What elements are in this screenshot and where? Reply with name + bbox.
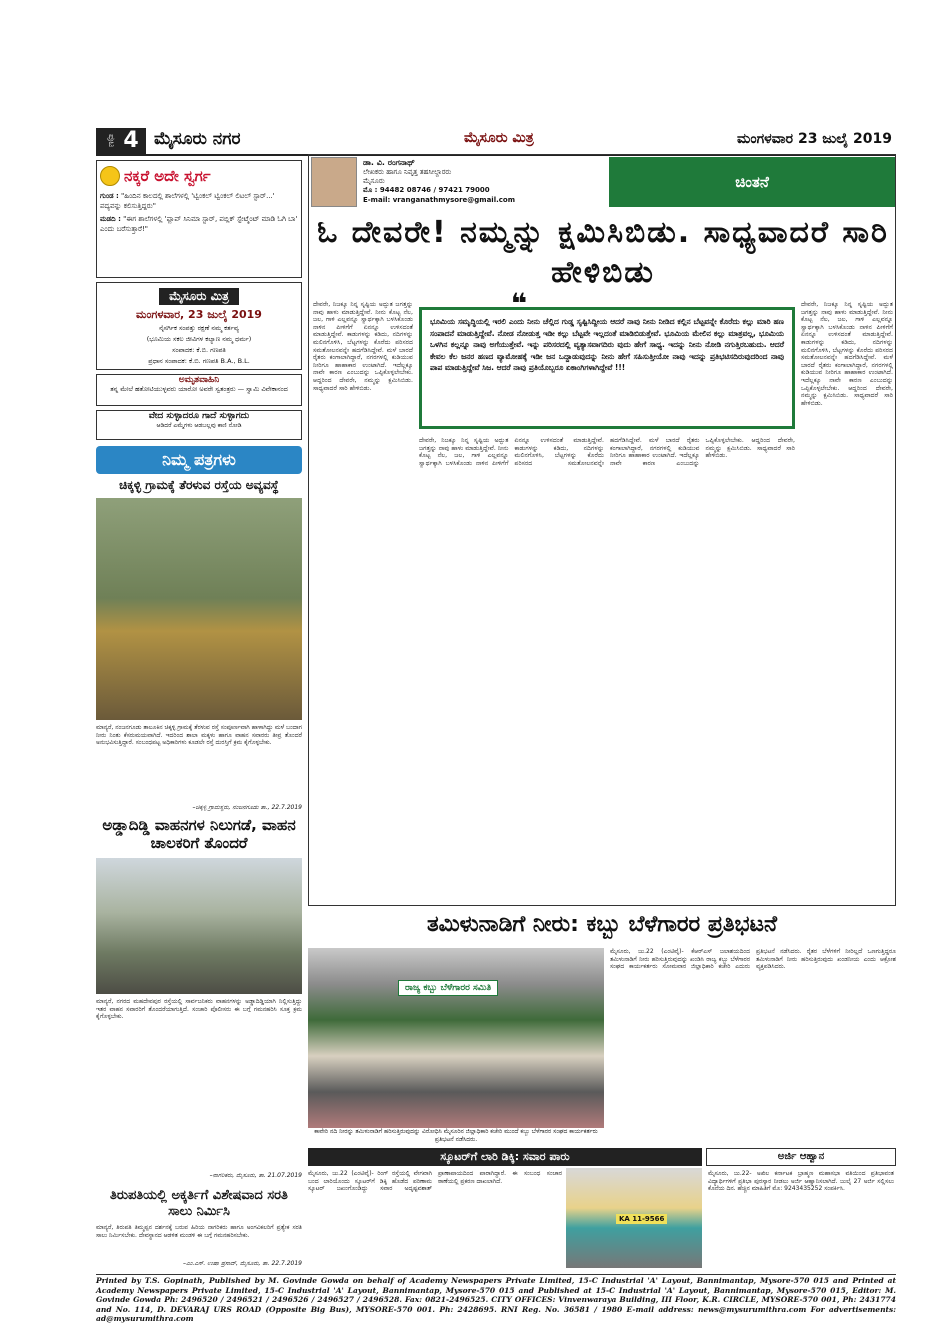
joke-line-1: ಗುಂಡ : "ಹಿಂದಿನ ಕಾಲದಲ್ಲಿ ಶಾಲೆಗಳಲ್ಲಿ 'ಟ್ವಿಂಕಲ್ ಟ್ವಿಂಕಲ್ ಲಿಟಲ್ ಸ್ಟಾರ್...' ಪದ್ಯವನ್ನು ಕಲಿಸುತ್ತಿದ್ದರು" xyxy=(100,192,275,210)
amrita-title: ಅಮೃತವಾಹಿನಿ xyxy=(178,375,220,385)
tamil-news xyxy=(308,910,896,1272)
mini-pub-editor: ಪ್ರಧಾನ ಸಂಪಾದಕ: ಕೆ.ಬಿ. ಗಣಪತಿ B.A., B.L. xyxy=(148,357,250,365)
letter-1-text: ಮಾನ್ಯರೆ, ನಂಜನಗೂಡು ತಾಲೂಕಿನ ಚಿಕ್ಕಳ್ಳಿ ಗ್ರಾಮಕ್ಕೆ ತೆರಳುವ ರಸ್ತೆ ಸಂಪೂರ್ಣವಾಗಿ ಹಾಳಾಗಿದ್ದು ಮಳೆ ಬಂದಾಗ ನೀರು ನಿಂತು ಕೆಸರುಮಯವಾಗಿದೆ. ಇದರಿಂದ ಶಾಲಾ ಮಕ್ಕಳು ಹಾಗೂ ವಾಹನ ಸವಾರರು ತೀವ್ರ ತೊಂದರೆ ಅನುಭವಿಸುತ್ತಿದ್ದಾರೆ. ಸಂಬಂಧಪಟ್ಟ ಅಧಿಕಾರಿಗಳು ಕೂಡಲೇ ರಸ್ತೆ ದುರಸ್ತಿಗೆ ಕ್ರಮ ಕೈಗೊಳ್ಳಬೇಕು. xyxy=(96,724,302,747)
joke-title: ನಕ್ಕರೆ ಅದೇ ಸ್ವರ್ಗ xyxy=(124,167,211,185)
author-email: E-mail: vranganathmysore@gmail.com xyxy=(363,196,516,204)
letter-1-headline: ಚಿಕ್ಕಳ್ಳಿ ಗ್ರಾಮಕ್ಕೆ ತೆರಳುವ ರಸ್ತೆಯ ಅವ್ಯವಸ್ಥೆ xyxy=(119,478,279,492)
joke-box xyxy=(96,160,302,278)
protest-caption: ಕಾವೇರಿ ನದಿ ನೀರನ್ನು ತಮಿಳುನಾಡಿಗೆ ಹರಿಸುತ್ತಿರುವುದನ್ನು ವಿರೋಧಿಸಿ ಮೈಸೂರಿನ ಜಿಲ್ಲಾಧಿಕಾರಿ ಕಚೇರಿ ಮುಂದೆ ಕಬ್ಬು ಬೆಳೆಗಾರರ ಸಂಘದ ಕಾರ್ಯಕರ್ತರು ಪ್ರತಿಭಟನೆ ನಡೆಸಿದರು. xyxy=(314,1128,598,1143)
letter-3-text: ಮಾನ್ಯರೆ, ತಿರುಪತಿ ತಿಮ್ಮಪ್ಪನ ದರ್ಶನಕ್ಕೆ ಬರುವ ಹಿರಿಯ ನಾಗರಿಕರು ಹಾಗೂ ಅಂಗವಿಕಲರಿಗೆ ಪ್ರತ್ಯೇಕ ಸರತಿ ಸಾಲು ನಿರ್ಮಿಸಬೇಕು. ದೇವಸ್ಥಾನದ ಆಡಳಿತ ಮಂಡಳಿ ಈ ಬಗ್ಗೆ ಗಮನಹರಿಸಬೇಕು. xyxy=(96,1224,302,1239)
issue-date: ಮಂಗಳವಾರ 23 ಜುಲೈ 2019 xyxy=(737,131,892,147)
masthead: ಮೈಸೂರು ಮಿತ್ರ xyxy=(464,130,534,146)
protest-photo xyxy=(308,948,604,1128)
page-number: 4 xyxy=(116,128,146,154)
scooter-lorry-photo xyxy=(566,1168,702,1268)
tamil-news-body: ಮೈಸೂರು, ಜು.22 (ಎಂಟಿವೈ)- ಕೆಆರ್‌ಎಸ್ ಜಲಾಶಯದಿಂದ ತಮಿಳುನಾಡಿಗೆ ನೀರು ಹರಿಸುತ್ತಿರುವುದನ್ನು ಖಂಡಿಸಿ ರಾಜ್ಯ ಕಬ್ಬು ಬೆಳೆಗಾರರ ಸಂಘದ ಕಾರ್ಯಕರ್ತರು ಸೋಮವಾರ ಜಿಲ್ಲಾಧಿಕಾರಿ ಕಚೇರಿ ಎದುರು ಪ್ರತಿಭಟನೆ ನಡೆಸಿದರು. ರೈತರ ಬೆಳೆಗಳಿಗೆ ನೀರಿಲ್ಲದೆ ಒಣಗುತ್ತಿದ್ದರೂ ತಮಿಳುನಾಡಿಗೆ ನೀರು ಹರಿಸುತ್ತಿರುವುದು ಖಂಡನೀಯ ಎಂದು ಆಕ್ರೋಶ ವ್ಯಕ್ತಪಡಿಸಿದರು. xyxy=(610,948,896,971)
mini-masthead: ಮೈಸೂರು ಮಿತ್ರ xyxy=(159,288,239,305)
notice-body: ಮೈಸೂರು, ಜು.22- ಅಖಿಲ ಕರ್ನಾಟಕ ಬ್ರಾಹ್ಮಣ ಮಹಾಸಭಾ ವತಿಯಿಂದ ಪ್ರತಿಭಾವಂತ ವಿದ್ಯಾರ್ಥಿಗಳಿಗೆ ಪ್ರತಿಭಾ ಪುರಸ್ಕಾರ ನೀಡಲು ಅರ್ಜಿ ಆಹ್ವಾನಿಸಲಾಗಿದೆ. ಜುಲೈ 27 ಅರ್ಜಿ ಸಲ್ಲಿಸಲು ಕೊನೆಯ ದಿನ. ಹೆಚ್ಚಿನ ಮಾಹಿತಿಗೆ ಮೊ: 9243435252 ಸಂಪರ್ಕಿಸಿ. xyxy=(708,1170,894,1193)
letter-2-headline: ಅಡ್ಡಾದಿಡ್ಡಿ ವಾಹನಗಳ ನಿಲುಗಡೆ, ವಾಹನ ಚಾಲಕರಿಗೆ ತೊಂದರೆ xyxy=(102,816,296,852)
main-article xyxy=(308,154,896,906)
author-photo xyxy=(311,157,357,207)
letters-header: ನಿಮ್ಮ ಪತ್ರಗಳು xyxy=(96,446,302,474)
number-plate: KA 11-9566 xyxy=(616,1214,667,1224)
notice-headline: ಅರ್ಜಿ ಆಹ್ವಾನ xyxy=(706,1148,896,1166)
section-title: ಮೈಸೂರು ನಗರ xyxy=(154,129,241,149)
article-title: ಓ ದೇವರೇ! ನಮ್ಮನ್ನು ಕ್ಷಮಿಸಿಬಿಡು. ಸಾಧ್ಯವಾದರೆ ಸಾರಿ ಹೇಳಿಬಿಡು xyxy=(317,215,889,290)
letter-2-signature: –ನಾಗರಿಕರು, ಮೈಸೂರು, ತಾ. 21.07.2019 xyxy=(209,1172,302,1179)
letter-2-text: ಮಾನ್ಯರೆ, ನಗರದ ಮಹದೇವಪುರ ರಸ್ತೆಯಲ್ಲಿ ಸಾರ್ವಜನಿಕರು ವಾಹನಗಳನ್ನು ಅಡ್ಡಾದಿಡ್ಡಿಯಾಗಿ ನಿಲ್ಲಿಸುತ್ತಿದ್ದು ಇತರ ವಾಹನ ಸವಾರರಿಗೆ ತೊಂದರೆಯಾಗುತ್ತಿದೆ. ಸಂಚಾರಿ ಪೊಲೀಸರು ಈ ಬಗ್ಗೆ ಗಮನಹರಿಸಿ ಸೂಕ್ತ ಕ್ರಮ ಕೈಗೊಳ್ಳಬೇಕು. xyxy=(96,998,302,1021)
letter-1-signature: –ಚಿಕ್ಕಳ್ಳಿ ಗ್ರಾಮಸ್ಥರು, ನಂಜನಗೂಡು ತಾ., 22.7.2019 xyxy=(192,804,302,811)
author-name: ಡಾ. ವಿ. ರಂಗನಾಥ್ xyxy=(363,158,415,167)
veda-title: ವೇದ ಸುಳ್ಳಾದರೂ ಗಾದೆ ಸುಳ್ಳಾಗದು xyxy=(148,411,250,421)
author-city: ಮೈಸೂರು xyxy=(363,177,385,185)
mini-line-1: ನೈಸರ್ಗಿಕ ಸಂಪತ್ತು ರಕ್ಷಣೆ ನಮ್ಮ ಕರ್ತವ್ಯ xyxy=(159,324,239,332)
author-role: ಲೇಖಕರು ಹಾಗೂ ನಿವೃತ್ತ ತಹಸೀಲ್ದಾರರು xyxy=(363,168,452,176)
smiley-icon xyxy=(100,166,120,186)
amrita-line: ತನ್ನ ಮೇಲೆ ಹತೋಟಿಯುಳ್ಳವರು ಯಾರೋ ಅವರೇ ಸ್ವತಂತ್ರರು — ಸ್ವಾಮಿ ವಿವೇಕಾನಂದ xyxy=(110,385,288,393)
parked-vehicles-photo xyxy=(96,858,302,994)
article-body-col-1: ದೇವರೇ, ನಿಜಕ್ಕೂ ನಿನ್ನ ಸೃಷ್ಟಿಯ ಅದ್ಭುತ ಜಗತ್ತನ್ನು ನಾವು ಹಾಳು ಮಾಡುತ್ತಿದ್ದೇವೆ. ನೀನು ಕೊಟ್ಟ ನೆಲ, ಜಲ, ಗಾಳಿ ಎಲ್ಲವನ್ನೂ ಸ್ವಾರ್ಥಕ್ಕಾಗಿ ಬಳಸಿಕೊಂಡು ನಾಳಿನ ಪೀಳಿಗೆಗೆ ಏನನ್ನೂ ಉಳಿಸದಂತೆ ಮಾಡುತ್ತಿದ್ದೇವೆ. ಕಾಡುಗಳನ್ನು ಕಡಿದು, ನದಿಗಳನ್ನು ಮಲಿನಗೊಳಿಸಿ, ಬೆಟ್ಟಗಳನ್ನು ಕೊರೆದು ಪರಿಸರದ ಸಮತೋಲನವನ್ನೇ ಹದಗೆಡಿಸಿದ್ದೇವೆ. ಮಳೆ ಬಾರದೆ ರೈತರು ಕಂಗಾಲಾಗಿದ್ದಾರೆ, ನಗರಗಳಲ್ಲಿ ಕುಡಿಯುವ ನೀರಿಗೂ ಹಾಹಾಕಾರ ಉಂಟಾಗಿದೆ. ಇದೆಲ್ಲಕ್ಕೂ ನಾವೇ ಕಾರಣ ಎಂಬುದನ್ನು ಒಪ್ಪಿಕೊಳ್ಳಲೇಬೇಕು. ಆದ್ದರಿಂದ ದೇವರೇ, ನಮ್ಮನ್ನು ಕ್ಷಮಿಸಿಬಿಡು. ಸಾಧ್ಯವಾದರೆ ಸಾರಿ ಹೇಳಿಬಿಡು. xyxy=(313,301,413,392)
article-body-cols: ದೇವರೇ, ನಿಜಕ್ಕೂ ನಿನ್ನ ಸೃಷ್ಟಿಯ ಅದ್ಭುತ ಜಗತ್ತನ್ನು ನಾವು ಹಾಳು ಮಾಡುತ್ತಿದ್ದೇವೆ. ನೀನು ಕೊಟ್ಟ ನೆಲ, ಜಲ, ಗಾಳಿ ಎಲ್ಲವನ್ನೂ ಸ್ವಾರ್ಥಕ್ಕಾಗಿ ಬಳಸಿಕೊಂಡು ನಾಳಿನ ಪೀಳಿಗೆಗೆ ಏನನ್ನೂ ಉಳಿಸದಂತೆ ಮಾಡುತ್ತಿದ್ದೇವೆ. ಕಾಡುಗಳನ್ನು ಕಡಿದು, ನದಿಗಳನ್ನು ಮಲಿನಗೊಳಿಸಿ, ಬೆಟ್ಟಗಳನ್ನು ಕೊರೆದು ಪರಿಸರದ ಸಮತೋಲನವನ್ನೇ ಹದಗೆಡಿಸಿದ್ದೇವೆ. ಮಳೆ ಬಾರದೆ ರೈತರು ಕಂಗಾಲಾಗಿದ್ದಾರೆ, ನಗರಗಳಲ್ಲಿ ಕುಡಿಯುವ ನೀರಿಗೂ ಹಾಹಾಕಾರ ಉಂಟಾಗಿದೆ. ಇದೆಲ್ಲಕ್ಕೂ ನಾವೇ ಕಾರಣ ಎಂಬುದನ್ನು ಒಪ್ಪಿಕೊಳ್ಳಲೇಬೇಕು. ಆದ್ದರಿಂದ ದೇವರೇ, ನಮ್ಮನ್ನು ಕ್ಷಮಿಸಿಬಿಡು. ಸಾಧ್ಯವಾದರೆ ಸಾರಿ ಹೇಳಿಬಿಡು. xyxy=(419,437,795,467)
amrita-box xyxy=(96,374,302,406)
article-body-col-6: ದೇವರೇ, ನಿಜಕ್ಕೂ ನಿನ್ನ ಸೃಷ್ಟಿಯ ಅದ್ಭುತ ಜಗತ್ತನ್ನು ನಾವು ಹಾಳು ಮಾಡುತ್ತಿದ್ದೇವೆ. ನೀನು ಕೊಟ್ಟ ನೆಲ, ಜಲ, ಗಾಳಿ ಎಲ್ಲವನ್ನೂ ಸ್ವಾರ್ಥಕ್ಕಾಗಿ ಬಳಸಿಕೊಂಡು ನಾಳಿನ ಪೀಳಿಗೆಗೆ ಏನನ್ನೂ ಉಳಿಸದಂತೆ ಮಾಡುತ್ತಿದ್ದೇವೆ. ಕಾಡುಗಳನ್ನು ಕಡಿದು, ನದಿಗಳನ್ನು ಮಲಿನಗೊಳಿಸಿ, ಬೆಟ್ಟಗಳನ್ನು ಕೊರೆದು ಪರಿಸರದ ಸಮತೋಲನವನ್ನೇ ಹದಗೆಡಿಸಿದ್ದೇವೆ. ಮಳೆ ಬಾರದೆ ರೈತರು ಕಂಗಾಲಾಗಿದ್ದಾರೆ, ನಗರಗಳಲ್ಲಿ ಕುಡಿಯುವ ನೀರಿಗೂ ಹಾಹಾಕಾರ ಉಂಟಾಗಿದೆ. ಇದೆಲ್ಲಕ್ಕೂ ನಾವೇ ಕಾರಣ ಎಂಬುದನ್ನು ಒಪ್ಪಿಕೊಳ್ಳಲೇಬೇಕು. ಆದ್ದರಿಂದ ದೇವರೇ, ನಮ್ಮನ್ನು ಕ್ಷಮಿಸಿಬಿಡು. ಸಾಧ್ಯವಾದರೆ ಸಾರಿ ಹೇಳಿಬಿಡು. xyxy=(801,301,893,407)
column-label: ಚಿಂತನೆ xyxy=(609,157,895,207)
veda-line: ಆಡಿದರೆ ಎಮ್ಮೆಗಳು ಆಡಬಲ್ಲವು ಕಾಣಿ ನೋಡಿ xyxy=(156,422,242,429)
mini-masthead-box xyxy=(96,282,302,370)
author-box xyxy=(309,155,897,209)
joke-title-row xyxy=(100,164,298,188)
scooter-headline: ಸ್ಕೂಟರ್‌ಗೆ ಲಾರಿ ಡಿಕ್ಕಿ: ಸವಾರ ಪಾರು xyxy=(308,1148,702,1166)
protest-banner: ರಾಜ್ಯ ಕಬ್ಬು ಬೆಳೆಗಾರರ ಸಮಿತಿ xyxy=(398,980,498,996)
imprint-footer: Printed by T.S. Gopinath, Published by M. Govinde Gowda on behalf of Academy Newspapers Private Limited, 15-C Industrial 'A' Layout, Bannimantap, Mysore-570 015 and Printed at Academy Newspapers Private Limited, 15-C Industrial 'A' Layout, Bannimantap, Mysore-570 015 and Published at 15-C Industrial 'A' Layout, Bannimantap, Mysore-570 015, Editor: M. Govinde Gowda Ph: 2496520 / 2496521 / 2496526 / 2496527 / 2496528. Fax: 0821-2496525. CITY OFFICES: Vinvenwaraya Building, III Floor, K.R. CIRCLE, MYSORE-570 001, Ph: 2431774 and No. 114, D. DEVARAJ URS ROAD (Opposite Big Bus), MYSORE-570 001. Ph: 2428695. RNI Reg. No. 36581 / 1980 E-mail address: news@mysurumithra.com For advertisements: ad@mysurumithra.com xyxy=(96,1276,896,1324)
page-label: ಪುಟ xyxy=(96,128,116,154)
left-column xyxy=(96,160,302,1270)
tamil-headline: ತಮಿಳುನಾಡಿಗೆ ನೀರು: ಕಬ್ಬು ಬೆಳೆಗಾರರ ಪ್ರತಿಭಟನೆ xyxy=(426,912,778,937)
letter-3-headline: ತಿರುಪತಿಯಲ್ಲಿ ಅಕ್ಕರ್ತಿಗೆ ವಿಶೇಷವಾದ ಸರತಿ ಸಾಲು ನಿರ್ಮಿಸಿ xyxy=(110,1188,288,1219)
joke-line-2: ಮಡದಿ : "ಈಗ ಶಾಲೆಗಳಲ್ಲಿ 'ಫ್ಲಾಪ್ ಸಿನಿಮಾ ಸ್ಟಾರ್, ಪಬ್ಲಿಕ್ ಸ್ಟೇಟ್ಮೆಂಟ್ ಮಾಡಿ ಓಗಿ ಬಾ' ಎಂದು ಬರೆಸುತ್ತಾರೆ!" xyxy=(100,215,298,233)
quote-mark-icon: ❝ xyxy=(499,293,539,315)
pull-quote: ಭೂಮಿಯ ಸಮೃದ್ಧಿಯಲ್ಲಿ ಇರಲಿ ಎಂದು ನೀನು ಚೆಲ್ಲಿದ ಗುಡ್ಡ ಸೃಷ್ಟಿಸಿದ್ದೀಯ ಆದರೆ ನಾವು ನೀನು ನೀಡಿದ ಕಲ್ಲಿನ ಬೆಟ್ಟವನ್ನೇ ಕೊರೆದು ಕಲ್ಲು ಮಾರಿ ಹಣ ಸಂಪಾದನೆ ಮಾಡುತ್ತಿದ್ದೇವೆ. ನೋಡ ನೋಡುತ್ತ ಇಡೀ ಕಲ್ಲು ಬೆಟ್ಟವೇ ಇಲ್ಲದಂತೆ ಮಾಡಿಬಿಡುತ್ತೇವೆ. ಭೂಮಿಯ ಮೇಲಿನ ಕಲ್ಲು ಮಾತ್ರವಲ್ಲ, ಭೂಮಿಯ ಒಳಗಿನ ಕಲ್ಲನ್ನೂ ನಾವು ಅಗೆಯುತ್ತೇವೆ. ಇನ್ನು ಪರಿಸರದಲ್ಲಿ ವ್ಯತ್ಯಾಸವಾಗದಿರು ವುದು ಹೇಗೆ ಸಾಧ್ಯ. ಇದನ್ನು ನೀನು ನೋಡಿ ನಗುತ್ತಿರಬಹುದು. ಆದರೆ ಕೇವಲ ಕೆಲ ಜನರ ಹಣದ ವ್ಯಾಮೋಹಕ್ಕೆ ಇಡೀ ಜನ ಒದ್ದಾಡುವುದನ್ನು ನೀನು ಹೇಗೆ ಸಹಿಸುತ್ತೀಯೋ ನಾವು ಇದನ್ನು ಪ್ರತಿಭಟಿಸದಿರುವುದರಿಂದ ನಾವು ಪಾಪ ಮಾಡುತ್ತಿದ್ದೇವೆ ಸಿಜ. ಆದರೆ ನಾವು ಪ್ರತಿಯೊಬ್ಬರೂ ಏಕಾಂಗಿಗಳಾಗಿದ್ದೇವೆ !!! xyxy=(419,307,795,429)
scooter-news-body: ಮೈಸೂರು, ಜು.22 (ಎಂಟಿವೈ)- ರಿಂಗ್ ರಸ್ತೆಯಲ್ಲಿ ವೇಗವಾಗಿ ಬಂದ ಲಾರಿಯೊಂದು ಸ್ಕೂಟರ್‌ಗೆ ಡಿಕ್ಕಿ ಹೊಡೆದ ಪರಿಣಾಮ ಸ್ಕೂಟರ್ ಜಖಂಗೊಂಡಿದ್ದು ಸವಾರ ಅದೃಷ್ಟವಶಾತ್ ಪ್ರಾಣಾಪಾಯದಿಂದ ಪಾರಾಗಿದ್ದಾರೆ. ಈ ಸಂಬಂಧ ಸಂಚಾರ ಠಾಣೆಯಲ್ಲಿ ಪ್ರಕರಣ ದಾಖಲಾಗಿದೆ. xyxy=(308,1170,562,1193)
pothole-road-photo xyxy=(96,498,302,720)
mini-date: ಮಂಗಳವಾರ, 23 ಜುಲೈ 2019 xyxy=(136,308,262,321)
author-phone: ಮೊ : 94482 08746 / 97421 79000 xyxy=(363,186,490,194)
page-header xyxy=(96,126,896,156)
veda-box xyxy=(96,410,302,440)
mini-editor: ಸಂಪಾದಕ: ಕೆ.ಬಿ. ಗಣಪತಿ xyxy=(172,346,226,354)
mini-line-2: (ಭೂಮಿಯ ಸಕಲ ಜೀವಿಗಳ ಕಲ್ಯಾಣ ನಮ್ಮ ಧರ್ಮ) xyxy=(146,335,252,343)
letter-3-signature: –ಎಂ.ಎಸ್. ಉಷಾ ಪ್ರಸಾದ್, ಮೈಸೂರು, ತಾ. 22.7.2019 xyxy=(182,1260,302,1267)
